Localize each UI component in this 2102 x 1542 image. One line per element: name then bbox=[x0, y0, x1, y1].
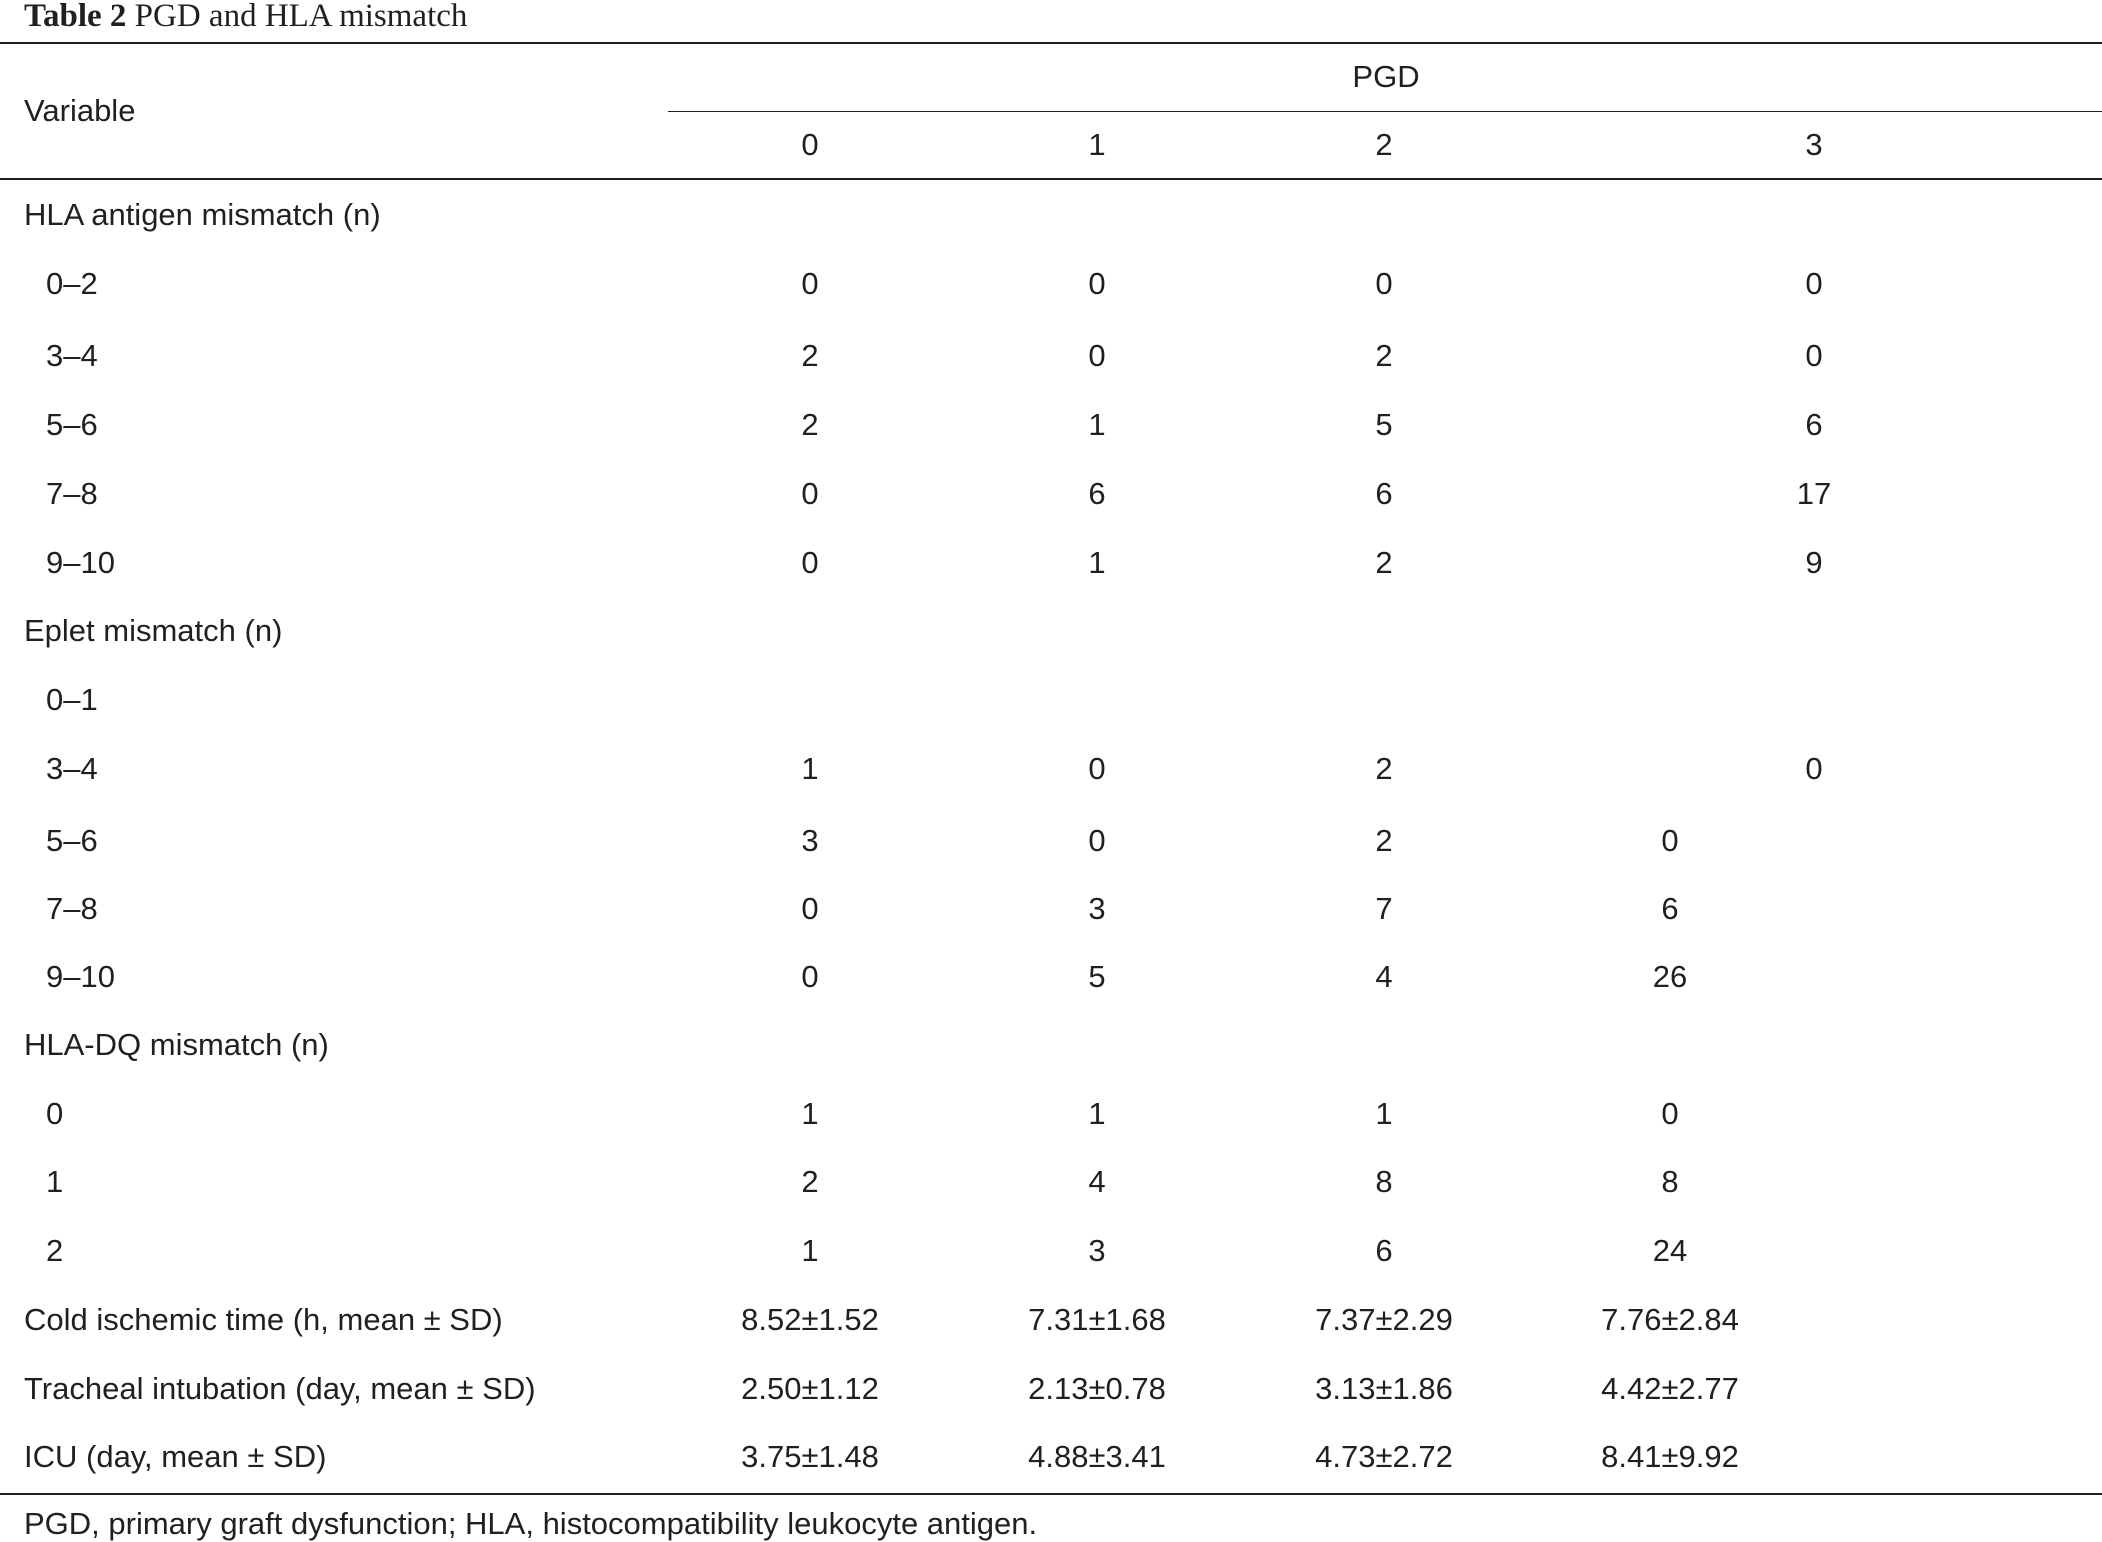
row-label: HLA-DQ mismatch (n) bbox=[24, 1027, 329, 1062]
table-footnote: PGD, primary graft dysfunction; HLA, histocompatibility leukocyte antigen. bbox=[24, 1506, 1038, 1541]
column-header-2: 2 bbox=[1375, 127, 1393, 162]
row-label: 9–10 bbox=[46, 959, 115, 994]
table-cell: 26 bbox=[1652, 959, 1688, 994]
row-label: 0–2 bbox=[46, 266, 98, 301]
table-cell: 4 bbox=[1375, 959, 1393, 994]
table-cell: 0 bbox=[1805, 338, 1823, 373]
table-cell: 5 bbox=[1088, 959, 1106, 994]
table-cell: 4.42±2.77 bbox=[1601, 1371, 1739, 1406]
table-cell: 6 bbox=[1375, 476, 1393, 511]
table-cell: 7 bbox=[1375, 891, 1393, 926]
row-label: 5–6 bbox=[46, 823, 98, 858]
table-cell: 0 bbox=[801, 476, 819, 511]
table-cell: 2 bbox=[801, 338, 819, 373]
row-label: 7–8 bbox=[46, 476, 98, 511]
table-cell: 8 bbox=[1661, 1164, 1679, 1199]
table-cell: 0 bbox=[1088, 823, 1106, 858]
table-cell: 1 bbox=[801, 1096, 819, 1131]
table-cell: 8.52±1.52 bbox=[741, 1302, 879, 1337]
table-caption bbox=[24, 0, 467, 40]
table-cell: 4 bbox=[1088, 1164, 1106, 1199]
table-cell: 0 bbox=[1088, 338, 1106, 373]
table-cell: 2 bbox=[1375, 823, 1393, 858]
table-cell: 0 bbox=[1088, 266, 1106, 301]
table-cell: 6 bbox=[1661, 891, 1679, 926]
table-cell: 1 bbox=[801, 751, 819, 786]
pgd-group-header: PGD bbox=[1352, 59, 1420, 94]
table-cell: 2 bbox=[1375, 751, 1393, 786]
row-label: Eplet mismatch (n) bbox=[24, 613, 283, 648]
table-cell: 1 bbox=[1088, 407, 1106, 442]
table-cell: 9 bbox=[1805, 545, 1823, 580]
table-cell: 4.88±3.41 bbox=[1028, 1439, 1166, 1474]
table-cell: 0 bbox=[801, 891, 819, 926]
table-cell: 7.31±1.68 bbox=[1028, 1302, 1166, 1337]
table-cell: 2 bbox=[1375, 338, 1393, 373]
row-label: 2 bbox=[46, 1233, 64, 1268]
table-cell: 0 bbox=[1088, 751, 1106, 786]
variable-header: Variable bbox=[24, 93, 136, 128]
table-cell: 6 bbox=[1088, 476, 1106, 511]
table-cell: 0 bbox=[801, 266, 819, 301]
table-cell: 0 bbox=[1375, 266, 1393, 301]
group-rule bbox=[668, 111, 2102, 112]
column-header-3: 3 bbox=[1805, 127, 1823, 162]
row-label: 3–4 bbox=[46, 751, 98, 786]
table-cell: 2 bbox=[1375, 545, 1393, 580]
table-title: PGD and HLA mismatch bbox=[134, 0, 468, 34]
table-cell: 2.50±1.12 bbox=[741, 1371, 879, 1406]
table-cell: 6 bbox=[1375, 1233, 1393, 1268]
table-number: Table 2 bbox=[24, 0, 127, 34]
table-cell: 0 bbox=[1805, 266, 1823, 301]
row-label: 3–4 bbox=[46, 338, 98, 373]
row-label: Cold ischemic time (h, mean ± SD) bbox=[24, 1302, 503, 1337]
row-label: 5–6 bbox=[46, 407, 98, 442]
table-cell: 1 bbox=[1088, 545, 1106, 580]
row-label: 7–8 bbox=[46, 891, 98, 926]
row-label: 0–1 bbox=[46, 682, 98, 717]
column-header-1: 1 bbox=[1088, 127, 1106, 162]
table-cell: 3.13±1.86 bbox=[1315, 1371, 1453, 1406]
table-cell: 2 bbox=[801, 1164, 819, 1199]
row-label: Tracheal intubation (day, mean ± SD) bbox=[24, 1371, 536, 1406]
table-cell: 3 bbox=[801, 823, 819, 858]
table-cell: 3.75±1.48 bbox=[741, 1439, 879, 1474]
row-label: HLA antigen mismatch (n) bbox=[24, 197, 381, 232]
bottom-rule bbox=[0, 1493, 2102, 1495]
table-cell: 2 bbox=[801, 407, 819, 442]
row-label: 0 bbox=[46, 1096, 64, 1131]
column-header-0: 0 bbox=[801, 127, 819, 162]
table-cell: 24 bbox=[1652, 1233, 1688, 1268]
table-cell: 17 bbox=[1796, 476, 1832, 511]
table-cell: 8 bbox=[1375, 1164, 1393, 1199]
table-cell: 5 bbox=[1375, 407, 1393, 442]
top-rule bbox=[0, 42, 2102, 44]
table-cell: 0 bbox=[1661, 1096, 1679, 1131]
table-cell: 7.37±2.29 bbox=[1315, 1302, 1453, 1337]
row-label: ICU (day, mean ± SD) bbox=[24, 1439, 327, 1474]
table-cell: 0 bbox=[801, 959, 819, 994]
table-cell: 7.76±2.84 bbox=[1601, 1302, 1739, 1337]
table-cell: 0 bbox=[801, 545, 819, 580]
table-cell: 1 bbox=[1375, 1096, 1393, 1131]
row-label: 1 bbox=[46, 1164, 64, 1199]
table-cell: 3 bbox=[1088, 891, 1106, 926]
row-label: 9–10 bbox=[46, 545, 115, 580]
table-cell: 1 bbox=[1088, 1096, 1106, 1131]
table-cell: 2.13±0.78 bbox=[1028, 1371, 1166, 1406]
header-rule bbox=[0, 178, 2102, 180]
table-cell: 0 bbox=[1805, 751, 1823, 786]
table-cell: 1 bbox=[801, 1233, 819, 1268]
table-cell: 8.41±9.92 bbox=[1601, 1439, 1739, 1474]
table-cell: 6 bbox=[1805, 407, 1823, 442]
table-cell: 3 bbox=[1088, 1233, 1106, 1268]
table-cell: 4.73±2.72 bbox=[1315, 1439, 1453, 1474]
table-cell: 0 bbox=[1661, 823, 1679, 858]
